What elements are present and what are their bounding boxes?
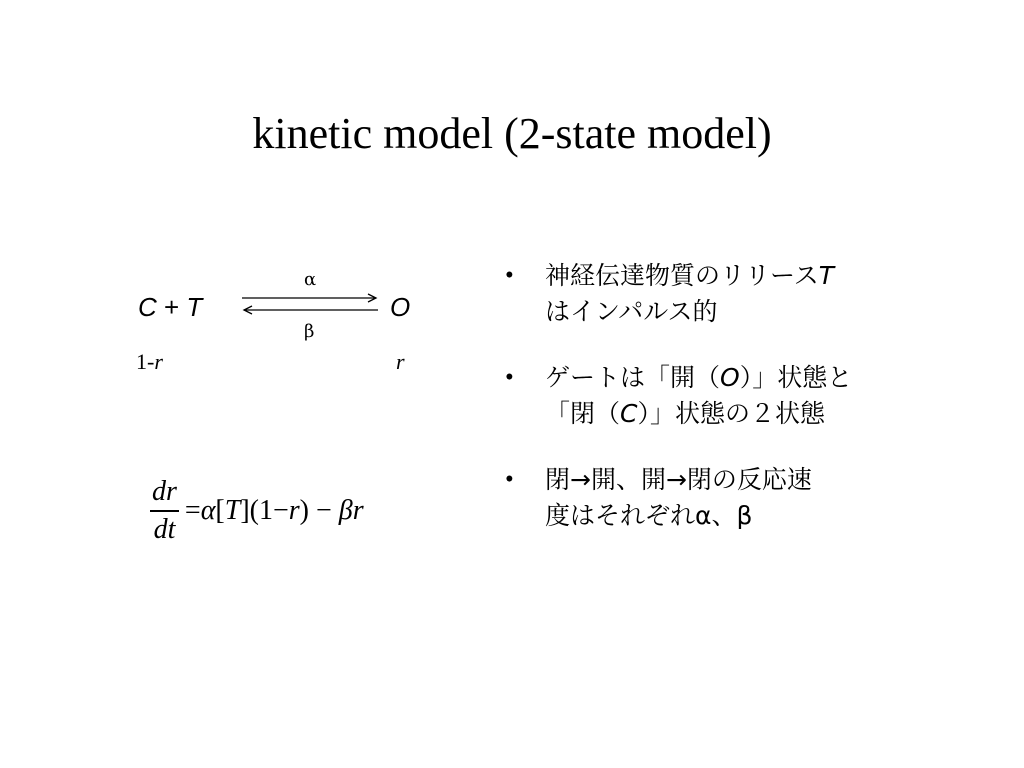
fraction-bar xyxy=(150,510,179,512)
open-fraction-var: r xyxy=(396,349,405,374)
plus-sign: + xyxy=(156,292,187,322)
derivative-fraction xyxy=(150,476,179,546)
rate-equation xyxy=(150,476,364,546)
derivative-denominator: dt xyxy=(153,513,176,545)
beta-symbol: β xyxy=(338,494,353,526)
bullet-text: ゲートは「開（ xyxy=(545,363,721,392)
scheme-left-species xyxy=(138,292,202,322)
bullet-line: 閉→開、開→閉の反応速 xyxy=(545,465,812,494)
equation-rhs xyxy=(185,494,364,528)
bracket-open: [ xyxy=(215,494,225,526)
bullet-text: 神経伝達物質のリリース xyxy=(545,261,819,290)
bullet-line xyxy=(545,258,945,294)
derivative-numerator: dr xyxy=(152,476,177,507)
bullet-marker: • xyxy=(505,262,514,289)
closed-fraction-num: 1- xyxy=(136,349,155,374)
bullet-text: ）」状態の２状態 xyxy=(637,399,825,428)
equals-sign: = xyxy=(184,494,201,526)
closed-fraction-var: r xyxy=(154,349,163,374)
bullet-item xyxy=(505,360,945,432)
bullet-line: 度はそれぞれα、β xyxy=(545,501,753,530)
species-t: T xyxy=(186,292,203,322)
bullet-text: ）」状態と xyxy=(739,363,853,392)
bracket-close: ](1− xyxy=(240,494,289,526)
scheme-right-species xyxy=(390,292,410,322)
bullet-item xyxy=(505,462,945,534)
bullet-text-italic: C xyxy=(620,399,638,428)
open-fraction-label xyxy=(396,349,405,375)
bullet-item xyxy=(505,258,945,330)
bullet-line: はインパルス的 xyxy=(545,297,718,326)
equilibrium-arrows-icon xyxy=(238,290,382,320)
r-symbol-2: r xyxy=(352,494,364,526)
bullet-text-italic: T xyxy=(818,261,835,290)
closed-fraction-label xyxy=(136,349,163,375)
bullet-text-italic: O xyxy=(720,363,740,392)
transmitter-symbol: T xyxy=(224,494,241,526)
bullet-line xyxy=(545,360,945,396)
bullet-marker: • xyxy=(505,466,514,493)
bullet-line xyxy=(545,396,945,432)
bullet-text: 「閉（ xyxy=(545,399,621,428)
slide-title: kinetic model (2-state model) xyxy=(252,109,772,158)
bullet-list xyxy=(505,258,945,564)
bullet-marker: • xyxy=(505,364,514,391)
r-symbol-1: r xyxy=(288,494,300,526)
backward-rate-label: β xyxy=(304,321,315,342)
forward-rate-label: α xyxy=(304,269,317,290)
alpha-symbol: α xyxy=(200,494,216,526)
species-o: O xyxy=(390,292,411,322)
species-c: C xyxy=(138,292,157,322)
paren-minus: ) − xyxy=(299,494,339,526)
